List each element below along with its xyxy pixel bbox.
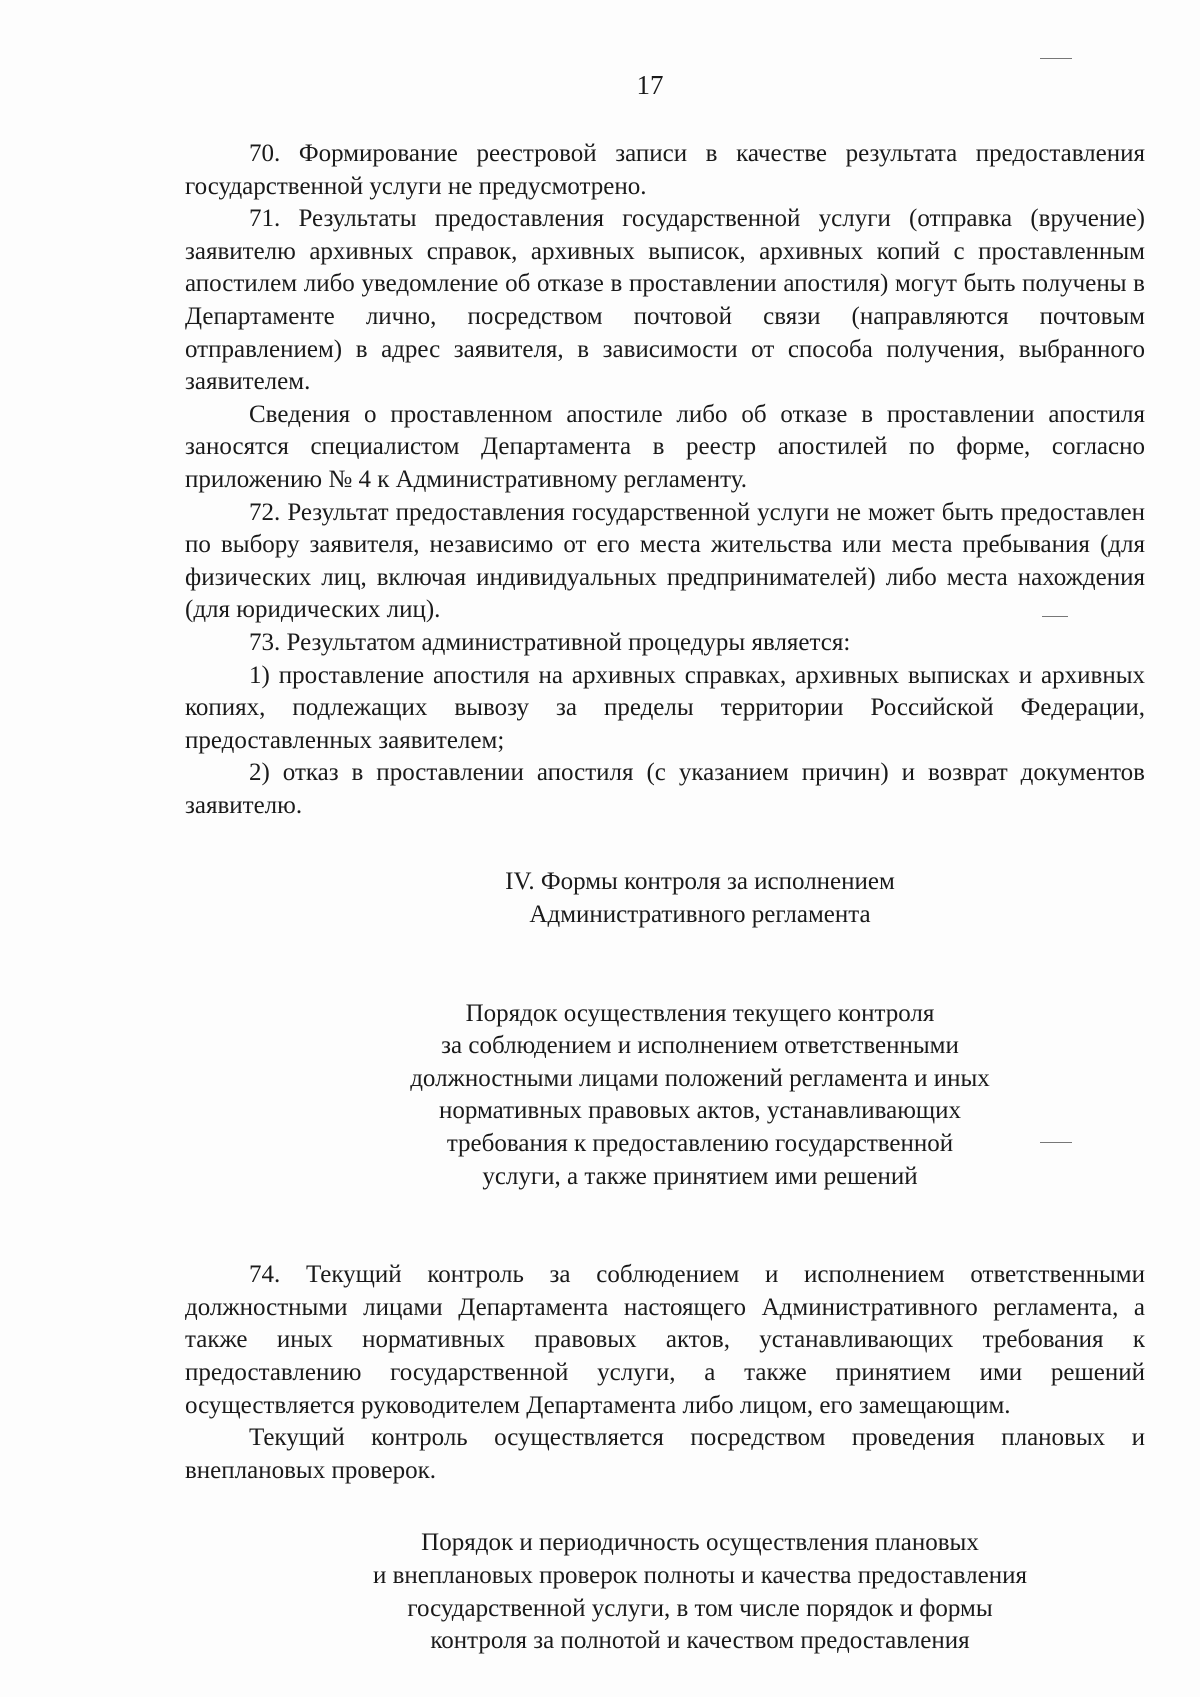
subsection-heading-line: Порядок и периодичность осуществления плановых <box>421 1529 979 1557</box>
subsection-heading-line: Порядок осуществления текущего контроля <box>465 999 935 1027</box>
subsection-heading-line: государственной услуги, в том числе порядок и формы <box>407 1594 993 1622</box>
subsection-heading-line: контроля за полнотой и качеством предоставления <box>430 1627 970 1655</box>
subsection-heading-line: нормативных правовых актов, устанавливающих <box>438 1097 961 1125</box>
list-item-2: 2) отказ в проставлении апостиля (с указанием причин) и возврат документов заявителю. <box>185 759 1145 819</box>
document-body <box>185 138 1145 1658</box>
paragraph-74: 74. Текущий контроль за соблюдением и исполнением ответственными должностными лицами Департамента настоящего Административного регламента, а также иных нормативных правовых актов, устанавливающих требования к предоставлению государственной услуги, а также принятием ими решений осуществляется руководителем Департамента либо лицом, его замещающим. <box>185 1261 1145 1419</box>
paragraph-72: 72. Результат предоставления государственной услуги не может быть предоставлен по выбору заявителя, независимо от его места жительства или места пребывания (для физических лиц, включая индивидуальных предпринимателей) либо места нахождения (для юридических лиц). <box>185 498 1145 624</box>
section-heading-line: Административного регламента <box>529 901 871 929</box>
paragraph-73: 73. Результатом административной процедуры является: <box>249 628 851 656</box>
subsection-heading-line: за соблюдением и исполнением ответственными <box>441 1032 959 1060</box>
subsection-heading-line: должностными лицами положений регламента и иных <box>410 1064 990 1092</box>
page-number: 17 <box>636 70 664 100</box>
section-heading-line: IV. Формы контроля за исполнением <box>505 868 895 896</box>
section-heading <box>185 866 1145 931</box>
subsection-heading-inspections <box>185 1527 1145 1657</box>
subsection-heading-line: требования к предоставлению государственной <box>446 1130 954 1158</box>
scan-mark <box>1040 58 1072 59</box>
subsection-heading-line: услуги, а также принятием ими решений <box>482 1162 918 1190</box>
list-item-1: 1) проставление апостиля на архивных справках, архивных выписках и архивных копиях, подлежащих вывозу за пределы территории Российской Федерации, предоставленных заявителем; <box>185 661 1145 754</box>
paragraph-apostille-register: Сведения о проставленном апостиле либо об отказе в проставлении апостиля заносятся специалистом Департамента в реестр апостилей по форме, согласно приложению № 4 к Административному регламенту. <box>185 400 1145 493</box>
paragraph-current-control-method: Текущий контроль осуществляется посредством проведения плановых и внеплановых проверок. <box>185 1424 1145 1484</box>
subsection-heading-line: и внеплановых проверок полноты и качества предоставления <box>372 1561 1027 1589</box>
paragraph-70: 70. Формирование реестровой записи в качестве результата предоставления государственной услуги не предусмотрено. <box>185 140 1145 200</box>
subsection-heading-current-control <box>185 998 1145 1194</box>
paragraph-71: 71. Результаты предоставления государственной услуги (отправка (вручение) заявителю архивных справок, архивных выписок, архивных копий с проставленным апостилем либо уведомление об отказе в проставлении апостиля) могут быть получены в Департаменте лично, посредством почтовой связи (направляются почтовым отправлением) в адрес заявителя, в зависимости от способа получения, выбранного заявителем. <box>185 205 1145 396</box>
